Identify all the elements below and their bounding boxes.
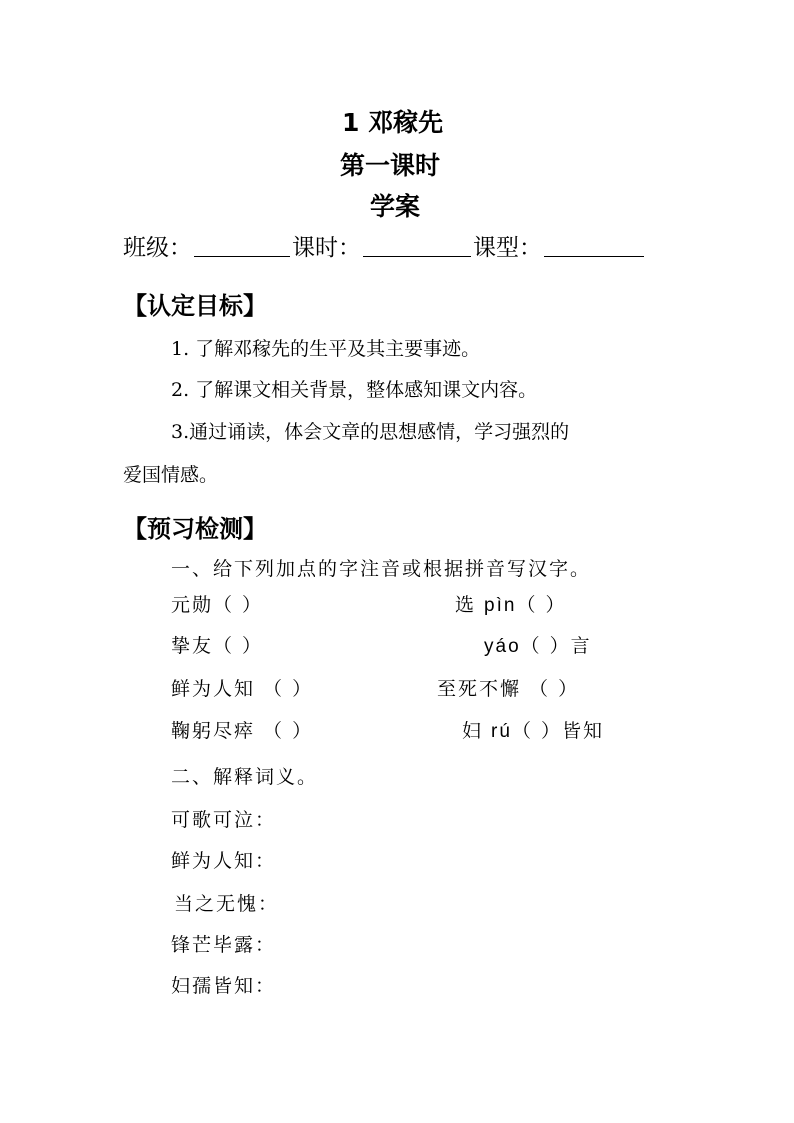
term-item: 鲜为人知：: [171, 850, 277, 872]
goal-item: 1. 了解邓稼先的生平及其主要事迹。: [171, 338, 481, 360]
class-blank[interactable]: [194, 256, 290, 257]
page-title: 1 邓稼先: [342, 108, 444, 137]
preview-heading: 【预习检测】: [123, 515, 267, 543]
row-left: 鲜为人知 （ ）: [171, 678, 314, 700]
goal-item: 3.通过诵读，体会文章的思想感情，学习强烈的: [171, 421, 570, 443]
type-blank[interactable]: [544, 256, 644, 257]
lesson-period-title: 第一课时: [340, 151, 441, 180]
row-left: 挚友（ ）: [171, 635, 264, 657]
goals-heading: 【认定目标】: [123, 292, 267, 320]
row-right: 选 pìn（ ）: [455, 594, 567, 616]
type-label: 课型：: [473, 235, 542, 261]
study-plan-title: 学案: [370, 192, 421, 221]
goal-item: 爱国情感。: [123, 464, 219, 486]
question-one: 一、给下列加点的字注音或根据拼音写汉字。: [171, 558, 592, 580]
class-label: 班级：: [123, 235, 192, 261]
term-item: 妇孺皆知：: [171, 975, 277, 997]
row-left: 元勋（ ）: [171, 594, 264, 616]
row-left: 鞠躬尽瘁 （ ）: [171, 720, 314, 742]
term-item: 当之无愧：: [174, 893, 280, 915]
question-two: 二、解释词义。: [171, 766, 319, 788]
row-right: 至死不懈 （ ）: [437, 678, 580, 700]
row-right: yáo（ ）言: [484, 635, 592, 657]
period-blank[interactable]: [363, 256, 471, 257]
term-item: 锋芒毕露：: [171, 934, 277, 956]
row-right: 妇 rú（ ）皆知: [462, 720, 604, 742]
term-item: 可歌可泣：: [171, 809, 277, 831]
period-label: 课时：: [292, 235, 361, 261]
info-line: [123, 229, 646, 262]
goal-item: 2. 了解课文相关背景，整体感知课文内容。: [171, 379, 538, 401]
